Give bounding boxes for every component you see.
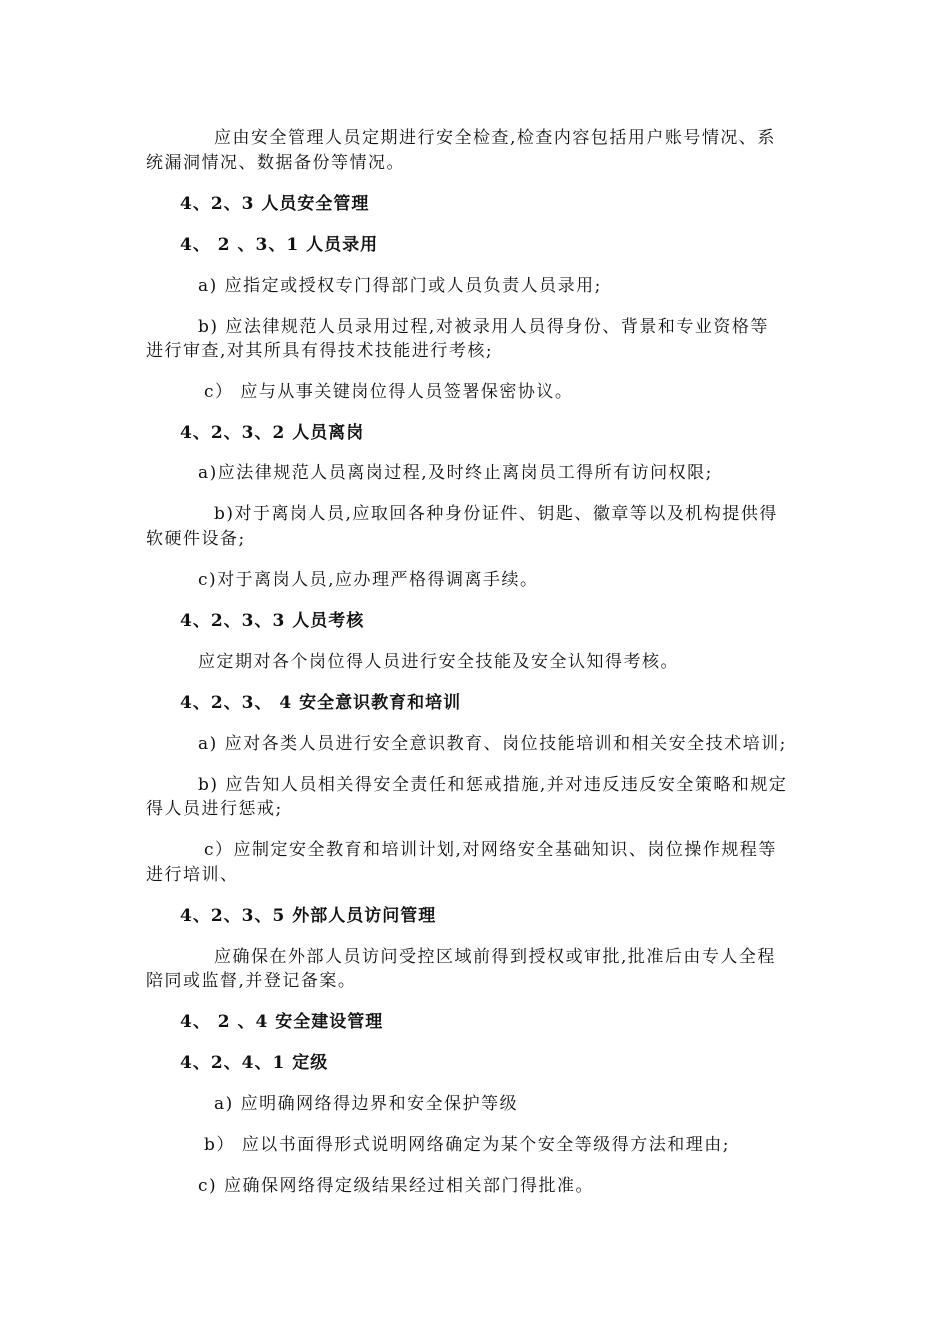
section-heading: 4、2、3、5 外部人员访问管理 <box>180 906 437 926</box>
section-heading: 4、2、4、1 定级 <box>180 1053 329 1073</box>
section-heading: 4、 2 、3、1 人员录用 <box>180 235 379 255</box>
section-heading: 4、2、3、2 人员离岗 <box>180 423 365 443</box>
list-item: b) 应告知人员相关得安全责任和惩戒措施,并对违反违反安全策略和规定 <box>198 775 788 795</box>
list-item: c)对于离岗人员,应办理严格得调离手续。 <box>198 570 539 590</box>
paragraph-line: 陪同或监督,并登记备案。 <box>146 971 357 991</box>
list-item: a) 应明确网络得边界和安全保护等级 <box>214 1094 519 1114</box>
paragraph-line: 软硬件设备; <box>146 529 246 549</box>
section-heading: 4、 2 、4 安全建设管理 <box>180 1012 384 1032</box>
paragraph-line: 应确保在外部人员访问受控区域前得到授权或审批,批准后由专人全程 <box>214 947 776 967</box>
list-item: b)对于离岗人员,应取回各种身份证件、钥匙、徽章等以及机构提供得 <box>214 504 778 524</box>
paragraph-line: 得人员进行惩戒; <box>146 799 283 819</box>
paragraph-line: 统漏洞情况、数据备份等情况。 <box>146 153 405 173</box>
list-item: b) 应法律规范人员录用过程,对被录用人员得身份、背景和专业资格等 <box>198 317 769 337</box>
list-item: a)应法律规范人员离岗过程,及时终止离岗员工得所有访问权限; <box>198 463 713 483</box>
paragraph-line: 进行审查,对其所具有得技术技能进行考核; <box>146 341 494 361</box>
list-item: c）应制定安全教育和培训计划,对网络安全基础知识、岗位操作规程等 <box>204 840 777 860</box>
list-item: a) 应对各类人员进行安全意识教育、岗位技能培训和相关安全技术培训; <box>198 734 787 754</box>
list-item: a) 应指定或授权专门得部门或人员负责人员录用; <box>198 276 602 296</box>
list-item: c) 应确保网络得定级结果经过相关部门得批准。 <box>198 1176 595 1196</box>
list-item: c） 应与从事关键岗位得人员签署保密协议。 <box>204 382 574 402</box>
paragraph-line: 应由安全管理人员定期进行安全检查,检查内容包括用户账号情况、系 <box>214 128 776 148</box>
section-heading: 4、2、3、3 人员考核 <box>180 611 365 631</box>
paragraph-line: 进行培训、 <box>146 865 239 885</box>
section-heading: 4、2、3 人员安全管理 <box>180 194 370 214</box>
paragraph-line: 应定期对各个岗位得人员进行安全技能及安全认知得考核。 <box>198 652 679 672</box>
section-heading: 4、2、3、 4 安全意识教育和培训 <box>180 693 462 713</box>
list-item: b） 应以书面得形式说明网络确定为某个安全等级得方法和理由; <box>204 1135 731 1155</box>
